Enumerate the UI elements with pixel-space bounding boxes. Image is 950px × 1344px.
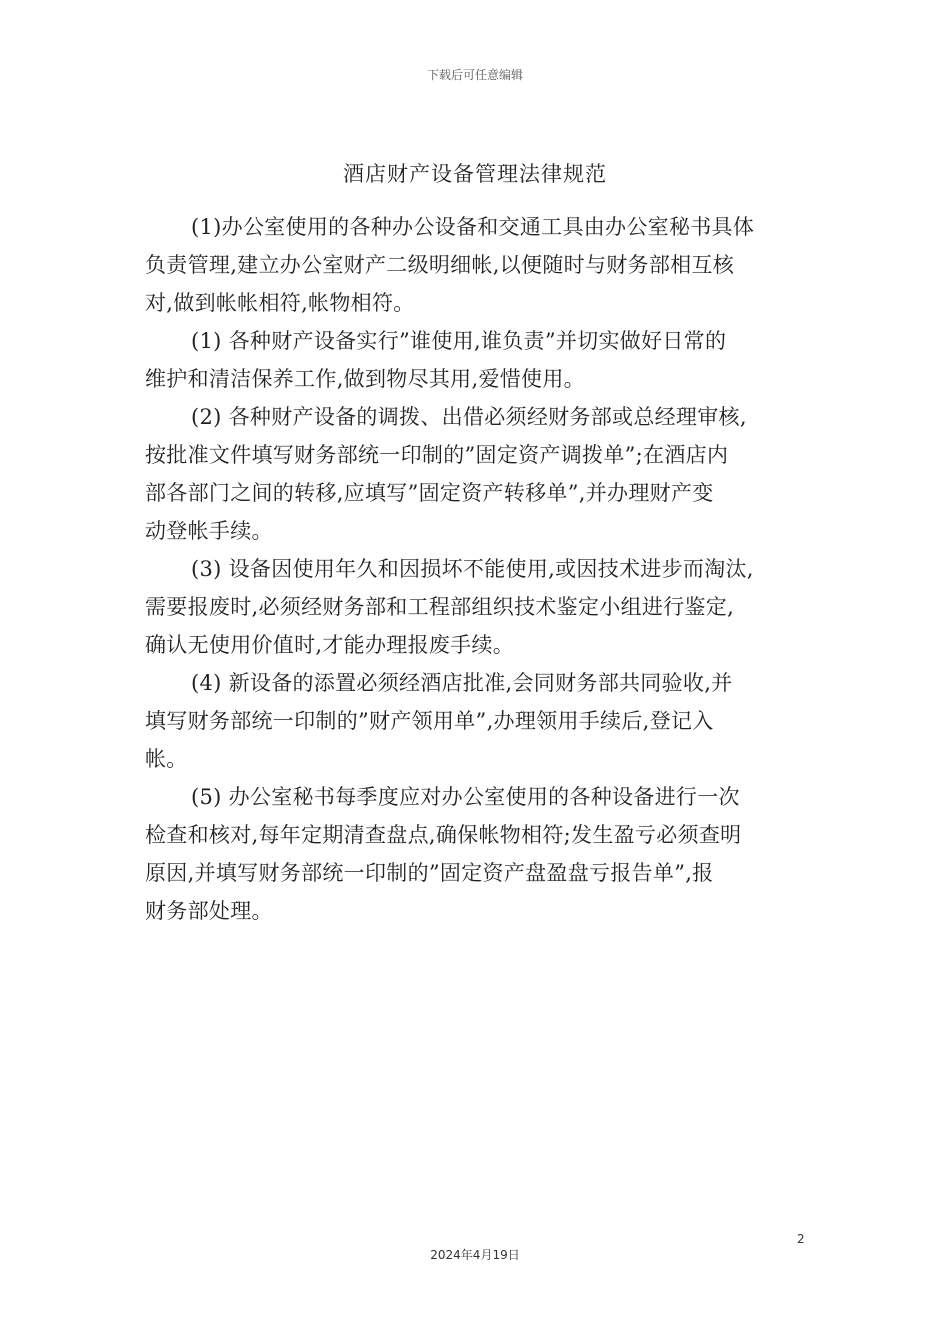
paragraph-line: 部各部门之间的转移,应填写”固定资产转移单”,并办理财产变	[145, 481, 714, 505]
paragraph-6	[145, 778, 810, 930]
paragraph-line: (1) 各种财产设备实行”谁使用,谁负责”并切实做好日常的	[191, 329, 727, 353]
paragraph-line: 检查和核对,每年定期清查盘点,确保帐物相符;发生盈亏必须查明	[145, 823, 742, 847]
page-header: 下载后可任意编辑	[426, 68, 523, 82]
paragraph-line: (2) 各种财产设备的调拨、出借必须经财务部或总经理审核,	[191, 405, 747, 429]
paragraph-line: 原因,并填写财务部统一印制的”固定资产盘盈盘亏报告单”,报	[145, 861, 714, 885]
paragraph-line: 对,做到帐帐相符,帐物相符。	[145, 291, 415, 315]
paragraph-line: (3) 设备因使用年久和因损坏不能使用,或因技术进步而淘汰,	[191, 557, 754, 581]
paragraph-line: 帐。	[145, 747, 188, 771]
paragraph-1	[145, 208, 810, 322]
document-body	[145, 208, 810, 930]
paragraph-2	[145, 322, 810, 398]
paragraph-line: 负责管理,建立办公室财产二级明细帐,以便随时与财务部相互核	[145, 253, 735, 277]
paragraph-line: (4) 新设备的添置必须经酒店批准,会同财务部共同验收,并	[191, 671, 733, 695]
paragraph-line: (1)办公室使用的各种办公设备和交通工具由办公室秘书具体	[191, 215, 755, 239]
paragraph-line: 维护和清洁保养工作,做到物尽其用,爱惜使用。	[145, 367, 585, 391]
document-title: 酒店财产设备管理法律规范	[343, 162, 607, 186]
paragraph-line: (5) 办公室秘书每季度应对办公室使用的各种设备进行一次	[191, 785, 740, 809]
paragraph-line: 需要报废时,必须经财务部和工程部组织技术鉴定小组进行鉴定,	[145, 595, 735, 619]
paragraph-line: 按批准文件填写财务部统一印制的”固定资产调拨单”;在酒店内	[145, 443, 729, 467]
paragraph-line: 确认无使用价值时,才能办理报废手续。	[145, 633, 515, 657]
paragraph-line: 动登帐手续。	[145, 519, 273, 543]
paragraph-3	[145, 398, 810, 550]
paragraph-line: 财务部处理。	[145, 899, 273, 923]
page-number: 2	[797, 1232, 805, 1246]
paragraph-4	[145, 550, 810, 664]
paragraph-line: 填写财务部统一印制的”财产领用单”,办理领用手续后,登记入	[145, 709, 714, 733]
page-footer-date: 2024年4月19日	[430, 1248, 520, 1262]
paragraph-5	[145, 664, 810, 778]
